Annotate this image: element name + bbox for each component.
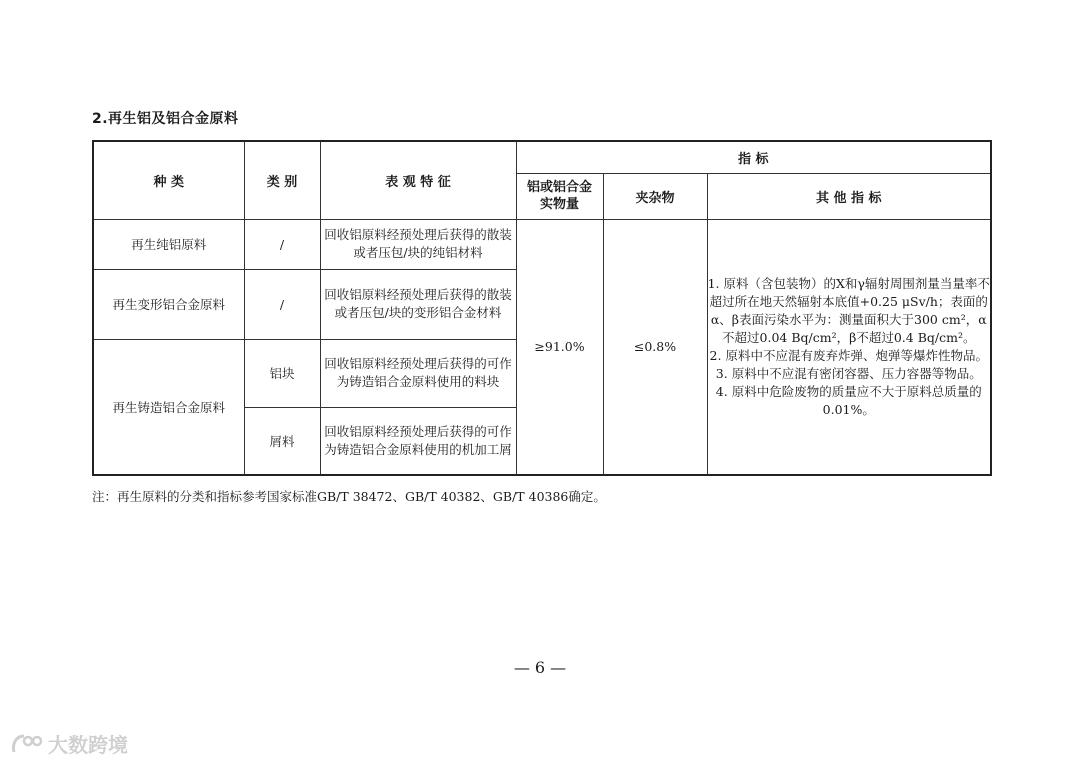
header-kind: 种 类 — [93, 141, 244, 219]
table-note: 注：再生原料的分类和指标参考国家标准GB/T 38472、GB/T 40382、GB/T 40386确定。 — [92, 489, 606, 504]
header-other: 其 他 指 标 — [707, 173, 991, 219]
row-casting-chip-category: 屑料 — [244, 407, 320, 475]
watermark-logo-icon — [10, 732, 44, 756]
row-pure-kind: 再生纯铝原料 — [93, 219, 244, 269]
other-indicators — [707, 219, 991, 475]
row-deformed-category: / — [244, 269, 320, 339]
header-al-content: 铝或铝合金实物量 — [516, 173, 603, 219]
row-casting-block-category: 铝块 — [244, 339, 320, 407]
other-item: 1. 原料（含包装物）的X和γ辐射周围剂量当量率不超过所在地天然辐射本底值+0.25 μSv/h；表面的α、β表面污染水平为：测量面积大于300 cm²，α不超过0.04 Bq/cm²，β不超过0.4 Bq/cm²。 — [707, 275, 990, 345]
other-item: 2. 原料中不应混有废弃炸弹、炮弹等爆炸性物品。 — [709, 347, 988, 363]
row-deformed-appearance: 回收铝原料经预处理后获得的散装或者压包/块的变形铝合金材料 — [320, 269, 516, 339]
header-indicator-group: 指 标 — [516, 141, 991, 173]
header-appearance: 表 观 特 征 — [320, 141, 516, 219]
other-item: 3. 原料中不应混有密闭容器、压力容器等物品。 — [715, 365, 982, 381]
row-pure-category: / — [244, 219, 320, 269]
row-casting-block-appearance: 回收铝原料经预处理后获得的可作为铸造铝合金原料使用的料块 — [320, 339, 516, 407]
row-pure-appearance: 回收铝原料经预处理后获得的散装或者压包/块的纯铝材料 — [320, 219, 516, 269]
other-item: 4. 原料中危险废物的质量应不大于原料总质量的0.01%。 — [715, 383, 982, 417]
impurity-value: ≤0.8% — [603, 219, 707, 475]
section-title: 2.再生铝及铝合金原料 — [92, 111, 239, 127]
watermark — [10, 729, 128, 758]
page-number: — 6 — — [513, 658, 567, 677]
watermark-text: 大数跨境 — [48, 733, 128, 757]
specification-table — [92, 140, 992, 476]
row-casting-chip-appearance: 回收铝原料经预处理后获得的可作为铸造铝合金原料使用的机加工屑 — [320, 407, 516, 475]
header-category: 类 别 — [244, 141, 320, 219]
row-casting-kind: 再生铸造铝合金原料 — [93, 339, 244, 475]
al-content-value: ≥91.0% — [516, 219, 603, 475]
row-deformed-kind: 再生变形铝合金原料 — [93, 269, 244, 339]
header-impurity: 夹杂物 — [603, 173, 707, 219]
